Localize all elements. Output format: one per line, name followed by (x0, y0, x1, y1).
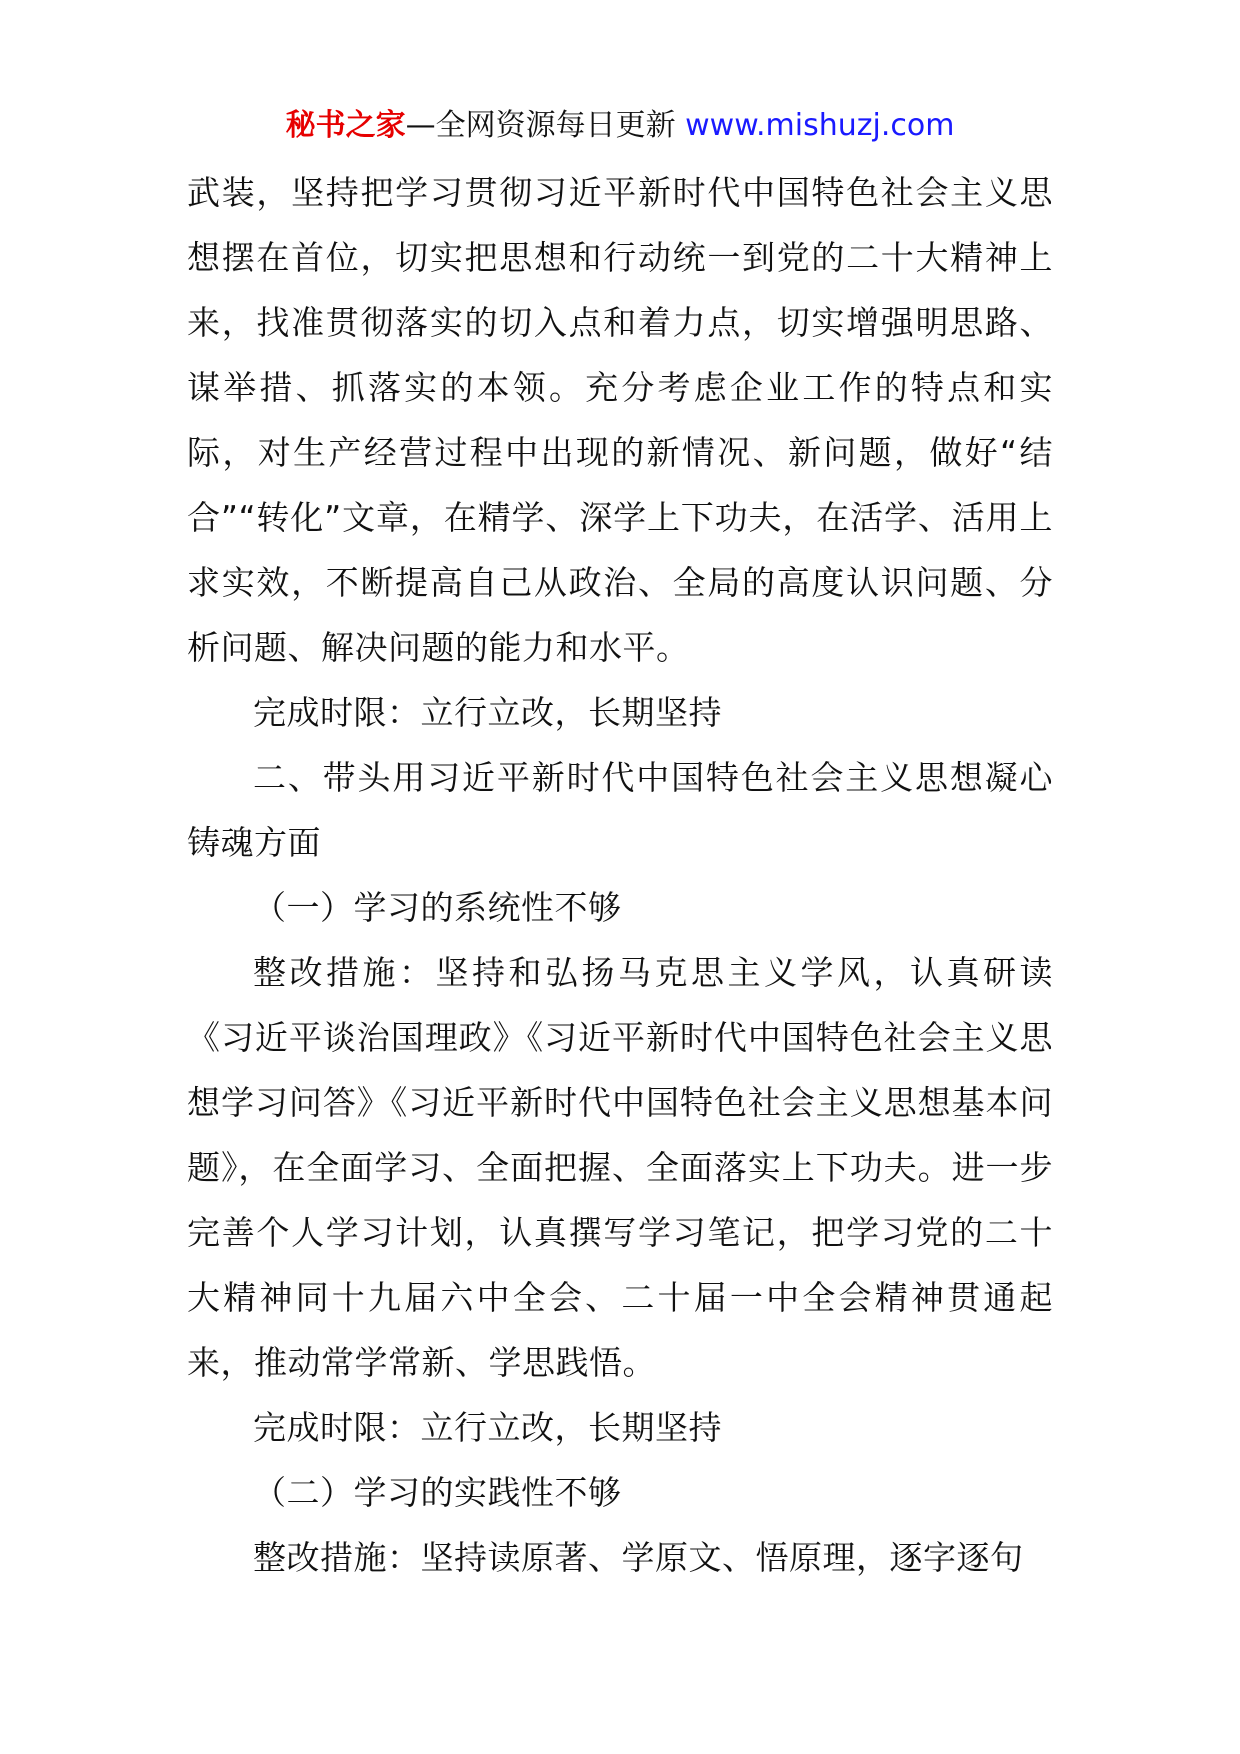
header-tagline: 全网资源每日更新 (435, 108, 676, 143)
paragraph-measures-2: 整改措施：坚持读原著、学原文、悟原理，逐字逐句 (253, 1538, 1024, 1577)
header-separator: — (405, 108, 436, 143)
section-heading-2: 二、带头用习近平新时代中国特色社会主义思想凝心铸魂方面 (187, 758, 1053, 862)
paragraph-deadline-1: 完成时限：立行立改，长期坚持 (253, 693, 722, 732)
header-brand: 秘书之家 (285, 108, 406, 143)
document-body (187, 160, 1053, 1590)
subsection-heading-2: （二）学习的实践性不够 (253, 1473, 622, 1512)
subsection-heading-1: （一）学习的系统性不够 (253, 888, 622, 927)
paragraph-deadline-2: 完成时限：立行立改，长期坚持 (253, 1408, 722, 1447)
paragraph-continuation: 武装，坚持把学习贯彻习近平新时代中国特色社会主义思想摆在首位，切实把思想和行动统一到党的二十大精神上来，找准贯彻落实的切入点和着力点，切实增强明思路、谋举措、抓落实的本领。充分考虑企业工作的特点和实际，对生产经营过程中出现的新情况、新问题，做好“结合”“转化”文章，在精学、深学上下功夫，在活学、活用上求实效，不断提高自己从政治、全局的高度认识问题、分析问题、解决问题的能力和水平。 (187, 173, 1053, 667)
header-url-link[interactable]: www.mishuzj.com (685, 108, 955, 143)
paragraph-measures-1: 整改措施：坚持和弘扬马克思主义学风，认真研读《习近平谈治国理政》《习近平新时代中国特色社会主义思想学习问答》《习近平新时代中国特色社会主义思想基本问题》，在全面学习、全面把握、全面落实上下功夫。进一步完善个人学习计划，认真撰写学习笔记，把学习党的二十大精神同十九届六中全会、二十届一中全会精神贯通起来，推动常学常新、学思践悟。 (187, 953, 1053, 1382)
page-header (0, 104, 1240, 148)
